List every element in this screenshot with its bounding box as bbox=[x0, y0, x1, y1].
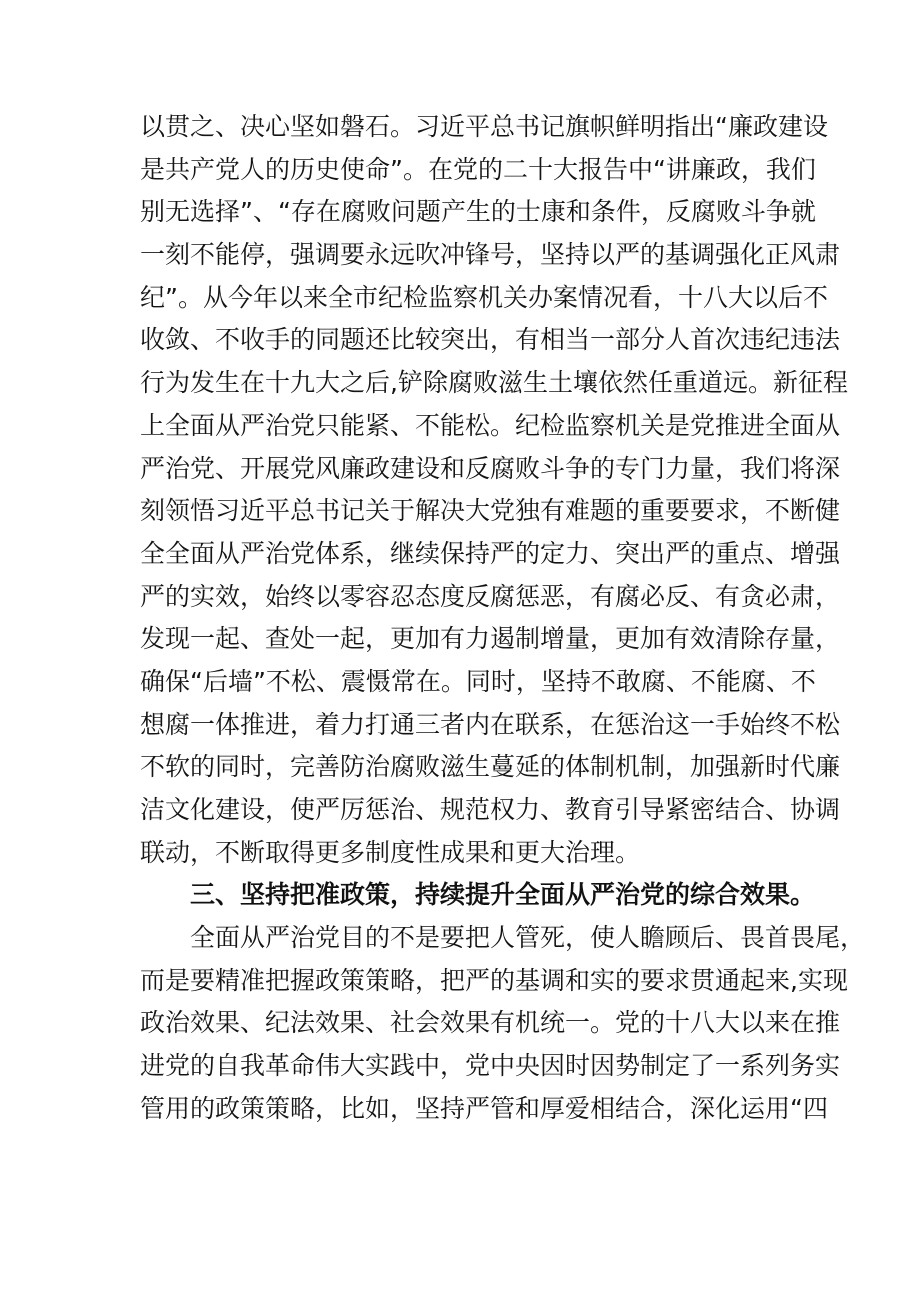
text-line: 想腐一体推进，着力打通三者内在联系，在惩治这一手始终不松 bbox=[140, 709, 841, 739]
text-line: 行为发生在十九大之后,铲除腐败滋生土壤依然任重道远。新征程 bbox=[140, 368, 848, 398]
document-body bbox=[140, 106, 866, 1131]
text-line: 洁文化建设，使严厉惩治、规范权力、教育引导紧密结合、协调 bbox=[140, 795, 841, 824]
text-line: 管用的政策策略，比如，坚持严管和厚爱相结合，深化运用“四 bbox=[140, 1093, 828, 1123]
text-line: 上全面从严治党只能紧、不能松。纪检监察机关是党推进全面从 bbox=[140, 410, 841, 440]
text-line: 别无选择”、“存在腐败问题产生的士康和条件，反腐败斗争就 bbox=[140, 197, 816, 227]
text-line: 确保“后墙”不松、震慑常在。同时，坚持不敢腐、不能腐、不 bbox=[140, 666, 816, 696]
text-line: 联动，不断取得更多制度性成果和更大治理。 bbox=[140, 837, 641, 867]
text-line: 发现一起、查处一起，更加有力遏制增量，更加有效清除存量， bbox=[140, 624, 841, 654]
text-line: 纪”。从今年以来全市纪检监察机关办案情况看，十八大以后不 bbox=[140, 282, 828, 312]
paragraph-continued bbox=[140, 106, 848, 874]
text-line: 政治效果、纪法效果、社会效果有机统一。党的十八大以来在推 bbox=[140, 1008, 841, 1038]
text-line: 收敛、不收手的同题还比较突出，有相当一部分人首次违纪违法 bbox=[140, 325, 841, 355]
text-line: 不软的同时，完善防治腐败滋生蔓延的体制机制，加强新时代廉 bbox=[140, 752, 841, 782]
text-line: 严治党、开展党风廉政建设和反腐败斗争的专门力量，我们将深 bbox=[140, 453, 841, 483]
text-line: 一刻不能停，强调要永远吹冲锋号，坚持以严的基调强化正风肃 bbox=[140, 240, 841, 270]
text-line: 刻领悟习近平总书记关于解决大党独有难题的重要要求，不断健 bbox=[140, 496, 841, 526]
text-line: 以贯之、决心坚如磐石。习近平总书记旗帜鲜明指出“廉政建设 bbox=[140, 112, 828, 141]
text-line: 而是要精准把握政策策略，把严的基调和实的要求贯通起来,实现 bbox=[140, 965, 848, 995]
text-line: 全面从严治党目的不是要把人管死，使人瞻顾后、畏首畏尾， bbox=[190, 923, 866, 953]
text-line: 是共产党人的历史使命”。在党的二十大报告中“讲廉政，我们 bbox=[140, 154, 816, 184]
text-line: 全全面从严治党体系，继续保持严的定力、突出严的重点、增强 bbox=[140, 538, 841, 568]
paragraph bbox=[140, 917, 866, 1130]
text-line: 严的实效，始终以零容忍态度反腐惩恶，有腐必反、有贪必肃， bbox=[140, 581, 841, 611]
section-heading: 三、坚持把准政策，持续提升全面从严治党的综合效果。 bbox=[190, 880, 816, 910]
text-line: 进党的自我革命伟大实践中，党中央因时因势制定了一系列务实 bbox=[140, 1051, 841, 1081]
